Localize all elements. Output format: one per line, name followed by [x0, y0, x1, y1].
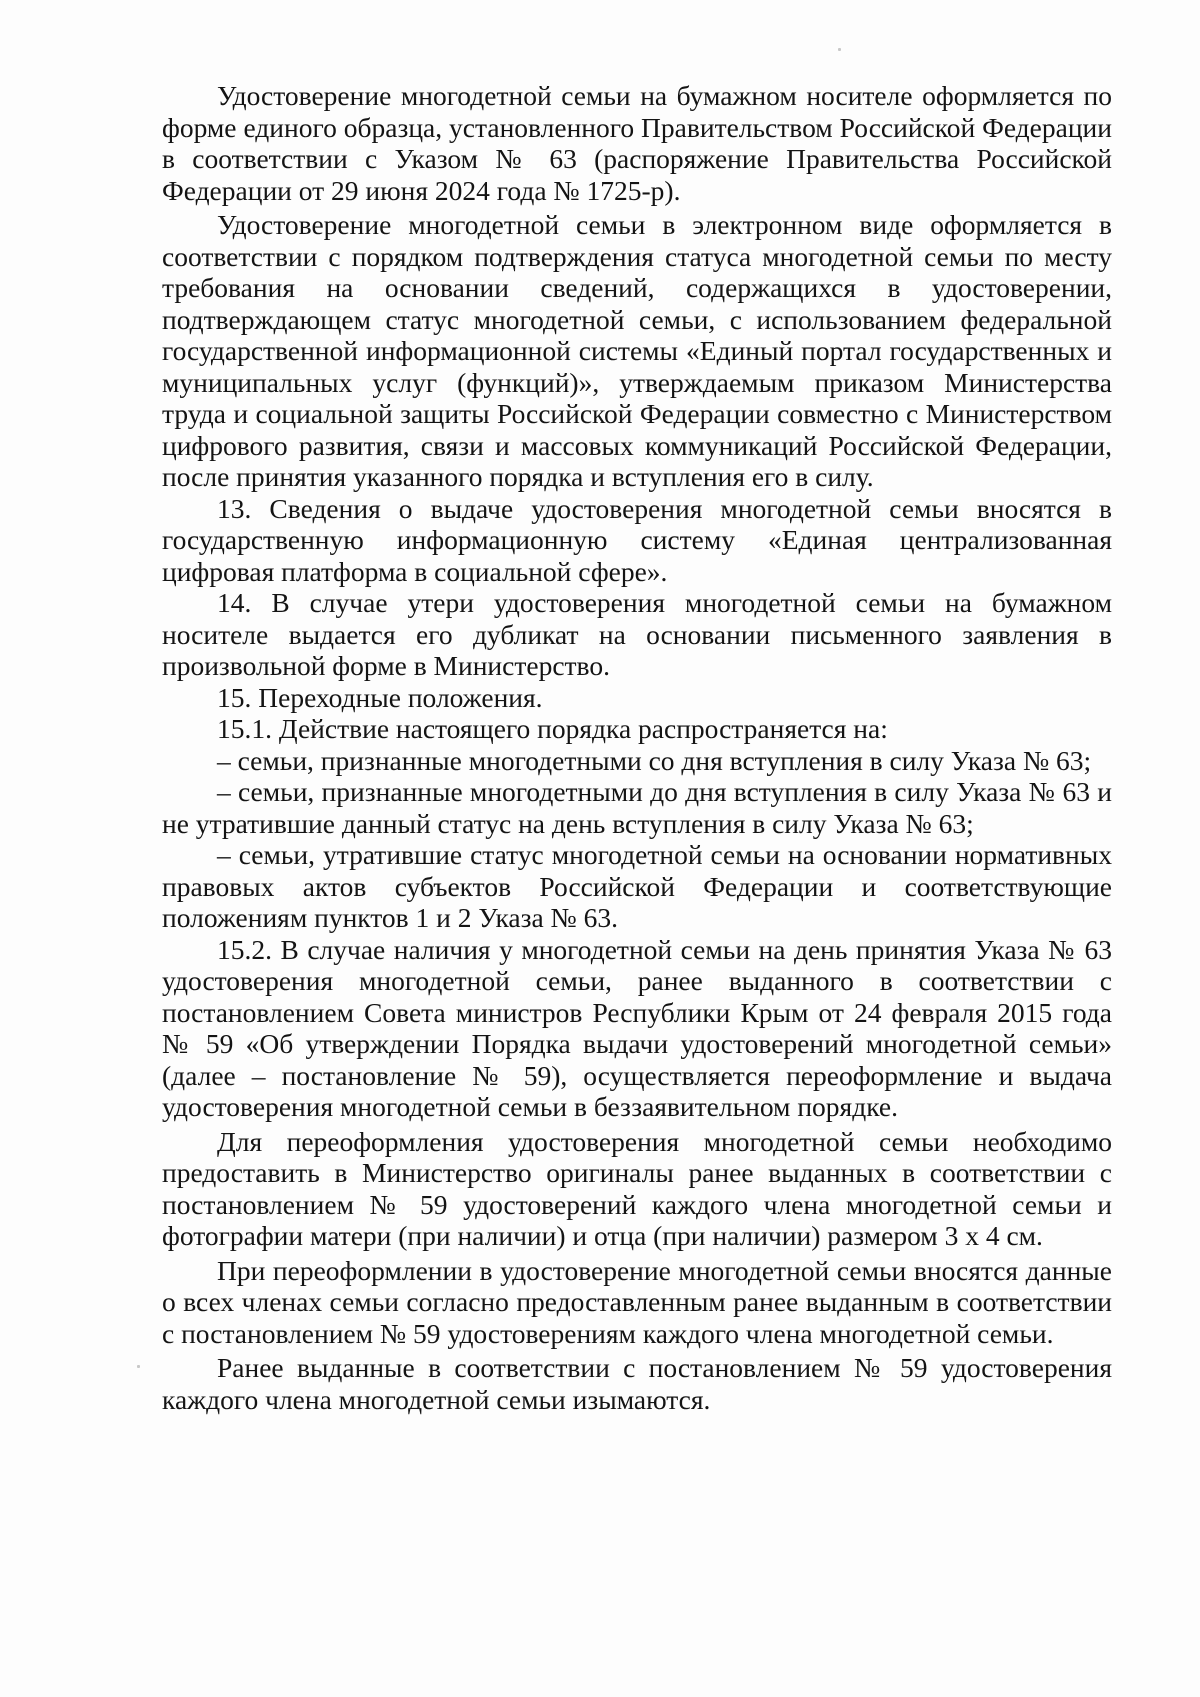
paragraph-reissue-data: При переоформлении в удостоверение многодетной семьи вносятся данные о всех членах семьи согласно предоставленным ранее выданным в соответствии с постановлением № 59 удостоверениям каждого члена многодетной семьи.	[162, 1254, 1112, 1349]
paragraph-paper-certificate: Удостоверение многодетной семьи на бумажном носителе оформляется по форме единого образца, установленного Правительством Российской Федерации в соответствии с Указом № 63 (распоряжение Правительства Российской Федерации от 29 июня 2024 года № 1725-р).	[162, 80, 1112, 206]
paragraph-item-15-2: 15.2. В случае наличия у многодетной семьи на день принятия Указа № 63 удостоверения многодетной семьи, ранее выданного в соответствии с постановлением Совета министров Республики Крым от 24 февраля 2015 года № 59 «Об утверждении Порядка выдачи удостоверений многодетной семьи» (далее – постановление № 59), осуществляется переоформление и выдача удостоверения многодетной семьи в беззаявительном порядке.	[162, 933, 1112, 1122]
paragraph-item-14: 14. В случае утери удостоверения многодетной семьи на бумажном носителе выдается его дубликат на основании письменного заявления в произвольной форме в Министерство.	[162, 587, 1112, 681]
paragraph-electronic-certificate: Удостоверение многодетной семьи в электронном виде оформляется в соответствии с порядком подтверждения статуса многодетной семьи по месту требования на основании сведений, содержащихся в удостоверении, подтверждающем статус многодетной семьи, с использованием федеральной государственной информационной системы «Единый портал государственных и муниципальных услуг (функций)», утверждаемым приказом Министерства труда и социальной защиты Российской Федерации совместно с Министерством цифрового развития, связи и массовых коммуникаций Российской Федерации, после принятия указанного порядка и вступления его в силу.	[162, 209, 1112, 492]
paragraph-reissue-documents: Для переоформления удостоверения многодетной семьи необходимо предоставить в Министерство оригиналы ранее выданных в соответствии с постановлением № 59 удостоверений каждого члена многодетной семьи и фотографии матери (при наличии) и отца (при наличии) размером 3 х 4 см.	[162, 1125, 1112, 1251]
paragraph-item-15-heading: 15. Переходные положения.	[217, 681, 543, 713]
list-item-dash-3: – семьи, утратившие статус многодетной семьи на основании нормативных правовых актов субъектов Российской Федерации и соответствующие положениям пунктов 1 и 2 Указа № 63.	[162, 839, 1112, 933]
scan-speck	[137, 1365, 140, 1368]
list-item-dash-1: – семьи, признанные многодетными со дня вступления в силу Указа № 63;	[217, 744, 1092, 776]
paragraph-item-13: 13. Сведения о выдаче удостоверения многодетной семьи вносятся в государственную информационную систему «Единая централизованная цифровая платформа в социальной сфере».	[162, 492, 1112, 587]
scan-speck	[838, 48, 841, 51]
paragraph-withdrawal: Ранее выданные в соответствии с постановлением № 59 удостоверения каждого члена многодетной семьи изымаются.	[162, 1352, 1112, 1415]
document-body	[162, 80, 1112, 1415]
paragraph-item-15-1: 15.1. Действие настоящего порядка распространяется на:	[217, 713, 888, 744]
list-item-dash-2: – семьи, признанные многодетными до дня вступления в силу Указа № 63 и не утратившие данный статус на день вступления в силу Указа № 63;	[162, 776, 1112, 839]
